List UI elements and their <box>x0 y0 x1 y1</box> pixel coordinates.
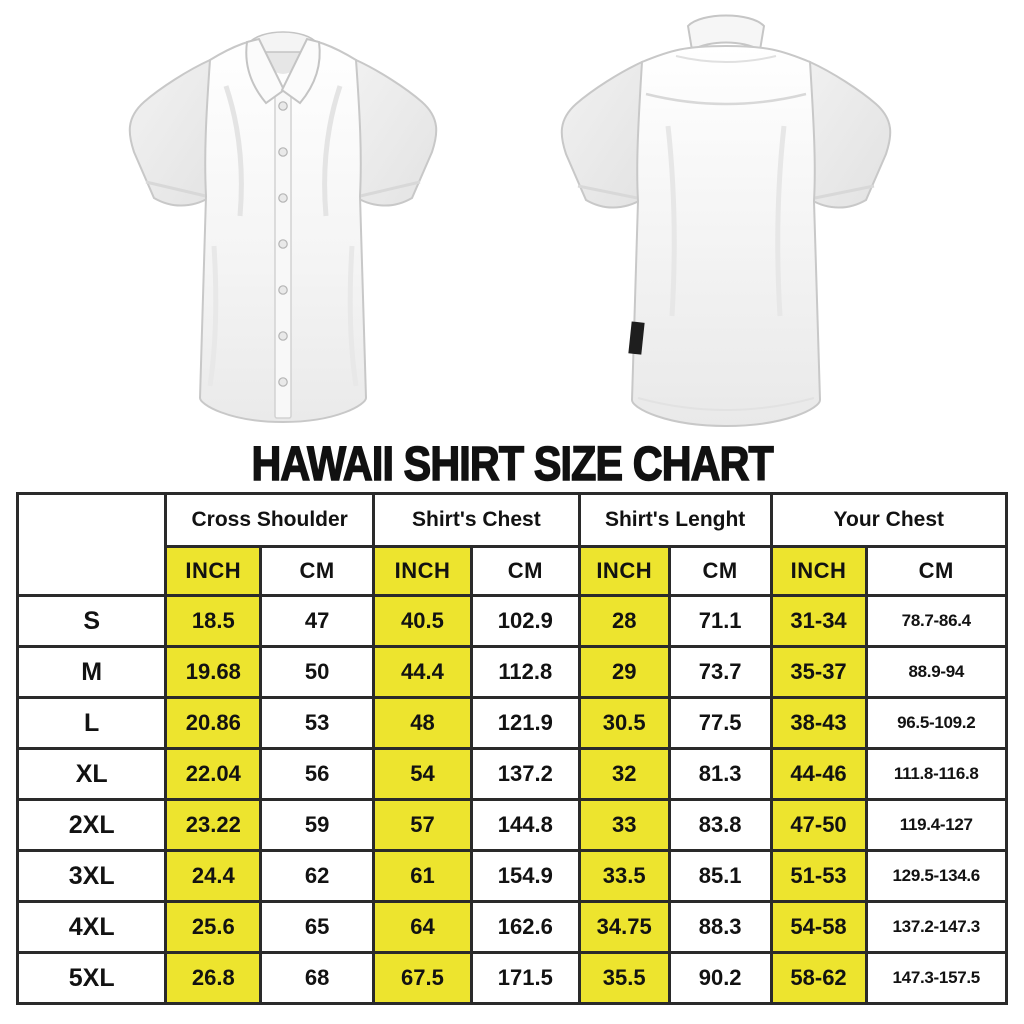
size-chart-table <box>16 492 1008 1005</box>
value-cell: 64 <box>374 902 472 953</box>
value-cell: 119.4-127 <box>866 800 1007 851</box>
size-label: 3XL <box>18 851 166 902</box>
value-cell: 71.1 <box>669 596 771 647</box>
value-cell: 38-43 <box>771 698 866 749</box>
size-chart-body <box>18 596 1007 1004</box>
value-cell: 137.2-147.3 <box>866 902 1007 953</box>
shirt-back-image <box>526 6 926 442</box>
value-cell: 137.2 <box>471 749 579 800</box>
value-cell: 35-37 <box>771 647 866 698</box>
unit-header-cm: CM <box>261 547 374 596</box>
value-cell: 68 <box>261 953 374 1004</box>
size-row-2xl <box>18 800 1007 851</box>
size-label: 5XL <box>18 953 166 1004</box>
group-header-your-chest: Your Chest <box>771 494 1006 547</box>
value-cell: 54-58 <box>771 902 866 953</box>
group-header-row <box>18 494 1007 547</box>
size-label: S <box>18 596 166 647</box>
unit-header-inch: INCH <box>579 547 669 596</box>
value-cell: 44.4 <box>374 647 472 698</box>
value-cell: 90.2 <box>669 953 771 1004</box>
value-cell: 31-34 <box>771 596 866 647</box>
value-cell: 121.9 <box>471 698 579 749</box>
value-cell: 50 <box>261 647 374 698</box>
value-cell: 56 <box>261 749 374 800</box>
value-cell: 144.8 <box>471 800 579 851</box>
size-row-3xl <box>18 851 1007 902</box>
value-cell: 51-53 <box>771 851 866 902</box>
group-header-cross-shoulder: Cross Shoulder <box>166 494 374 547</box>
value-cell: 19.68 <box>166 647 261 698</box>
value-cell: 33.5 <box>579 851 669 902</box>
value-cell: 57 <box>374 800 472 851</box>
value-cell: 47-50 <box>771 800 866 851</box>
value-cell: 58-62 <box>771 953 866 1004</box>
group-header-shirts-chest: Shirt's Chest <box>374 494 580 547</box>
unit-header-inch: INCH <box>374 547 472 596</box>
value-cell: 88.9-94 <box>866 647 1007 698</box>
value-cell: 26.8 <box>166 953 261 1004</box>
value-cell: 40.5 <box>374 596 472 647</box>
value-cell: 129.5-134.6 <box>866 851 1007 902</box>
value-cell: 85.1 <box>669 851 771 902</box>
value-cell: 171.5 <box>471 953 579 1004</box>
unit-header-cm: CM <box>471 547 579 596</box>
value-cell: 53 <box>261 698 374 749</box>
value-cell: 62 <box>261 851 374 902</box>
value-cell: 83.8 <box>669 800 771 851</box>
value-cell: 18.5 <box>166 596 261 647</box>
size-label: 4XL <box>18 902 166 953</box>
unit-header-inch: INCH <box>166 547 261 596</box>
chart-title-bar <box>0 438 1024 491</box>
size-label: M <box>18 647 166 698</box>
size-label: 2XL <box>18 800 166 851</box>
size-label: L <box>18 698 166 749</box>
value-cell: 162.6 <box>471 902 579 953</box>
value-cell: 34.75 <box>579 902 669 953</box>
unit-header-cm: CM <box>866 547 1007 596</box>
value-cell: 61 <box>374 851 472 902</box>
value-cell: 20.86 <box>166 698 261 749</box>
unit-header-cm: CM <box>669 547 771 596</box>
value-cell: 29 <box>579 647 669 698</box>
value-cell: 44-46 <box>771 749 866 800</box>
size-row-4xl <box>18 902 1007 953</box>
size-row-m <box>18 647 1007 698</box>
value-cell: 102.9 <box>471 596 579 647</box>
value-cell: 77.5 <box>669 698 771 749</box>
size-row-xl <box>18 749 1007 800</box>
page-title: HAWAII SHIRT SIZE CHART <box>251 438 773 491</box>
value-cell: 47 <box>261 596 374 647</box>
value-cell: 96.5-109.2 <box>866 698 1007 749</box>
shirt-photos <box>0 0 1024 446</box>
value-cell: 65 <box>261 902 374 953</box>
size-row-5xl <box>18 953 1007 1004</box>
value-cell: 81.3 <box>669 749 771 800</box>
value-cell: 59 <box>261 800 374 851</box>
group-header-shirts-lenght: Shirt's Lenght <box>579 494 771 547</box>
value-cell: 30.5 <box>579 698 669 749</box>
value-cell: 32 <box>579 749 669 800</box>
value-cell: 67.5 <box>374 953 472 1004</box>
shirt-front-image <box>98 6 468 442</box>
value-cell: 22.04 <box>166 749 261 800</box>
value-cell: 73.7 <box>669 647 771 698</box>
corner-cell <box>18 494 166 596</box>
value-cell: 78.7-86.4 <box>866 596 1007 647</box>
value-cell: 88.3 <box>669 902 771 953</box>
value-cell: 112.8 <box>471 647 579 698</box>
button-placket <box>275 88 291 418</box>
value-cell: 24.4 <box>166 851 261 902</box>
value-cell: 33 <box>579 800 669 851</box>
value-cell: 147.3-157.5 <box>866 953 1007 1004</box>
value-cell: 111.8-116.8 <box>866 749 1007 800</box>
unit-header-row <box>18 547 1007 596</box>
size-row-l <box>18 698 1007 749</box>
value-cell: 48 <box>374 698 472 749</box>
value-cell: 28 <box>579 596 669 647</box>
size-row-s <box>18 596 1007 647</box>
value-cell: 154.9 <box>471 851 579 902</box>
size-label: XL <box>18 749 166 800</box>
unit-header-inch: INCH <box>771 547 866 596</box>
value-cell: 54 <box>374 749 472 800</box>
value-cell: 25.6 <box>166 902 261 953</box>
value-cell: 23.22 <box>166 800 261 851</box>
value-cell: 35.5 <box>579 953 669 1004</box>
